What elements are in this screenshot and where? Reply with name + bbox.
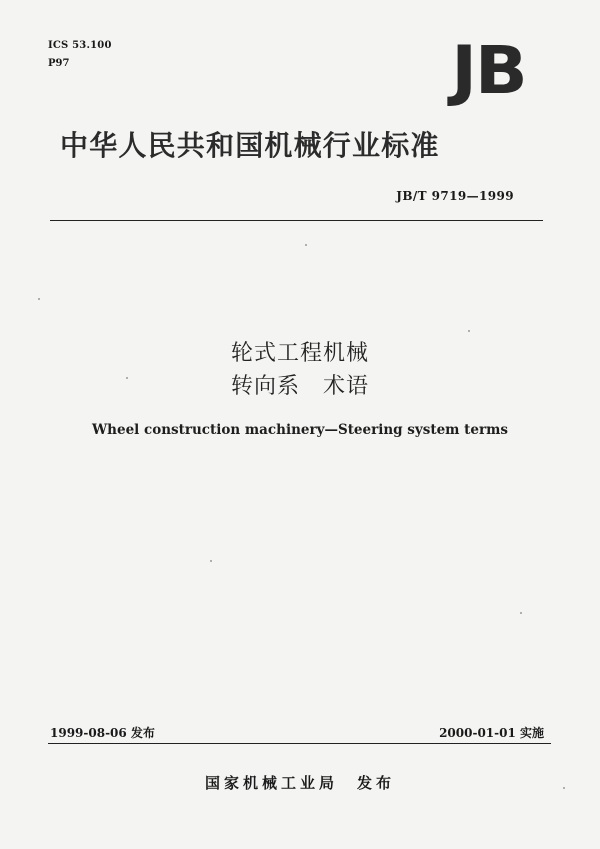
publisher: 国家机械工业局 发布 (204, 774, 395, 792)
standard-number: JB/T 9719—1999 (396, 189, 514, 203)
jb-logo: JB (451, 32, 526, 109)
document-title-cn-line1: 轮式工程机械 (230, 341, 369, 366)
standard-category-title: 中华人民共和国机械行业标准 (60, 129, 440, 162)
top-divider (50, 220, 543, 221)
bottom-divider (48, 743, 551, 744)
document-title-en: Wheel construction machinery—Steering system terms (92, 422, 508, 438)
issue-date: 1999-08-06 发布 (50, 726, 155, 740)
ccs-code: P97 (48, 58, 70, 69)
implementation-date: 2000-01-01 实施 (439, 726, 544, 740)
document-title-cn-line2: 转向系 术语 (230, 374, 369, 399)
ics-code: ICS 53.100 (48, 40, 112, 51)
